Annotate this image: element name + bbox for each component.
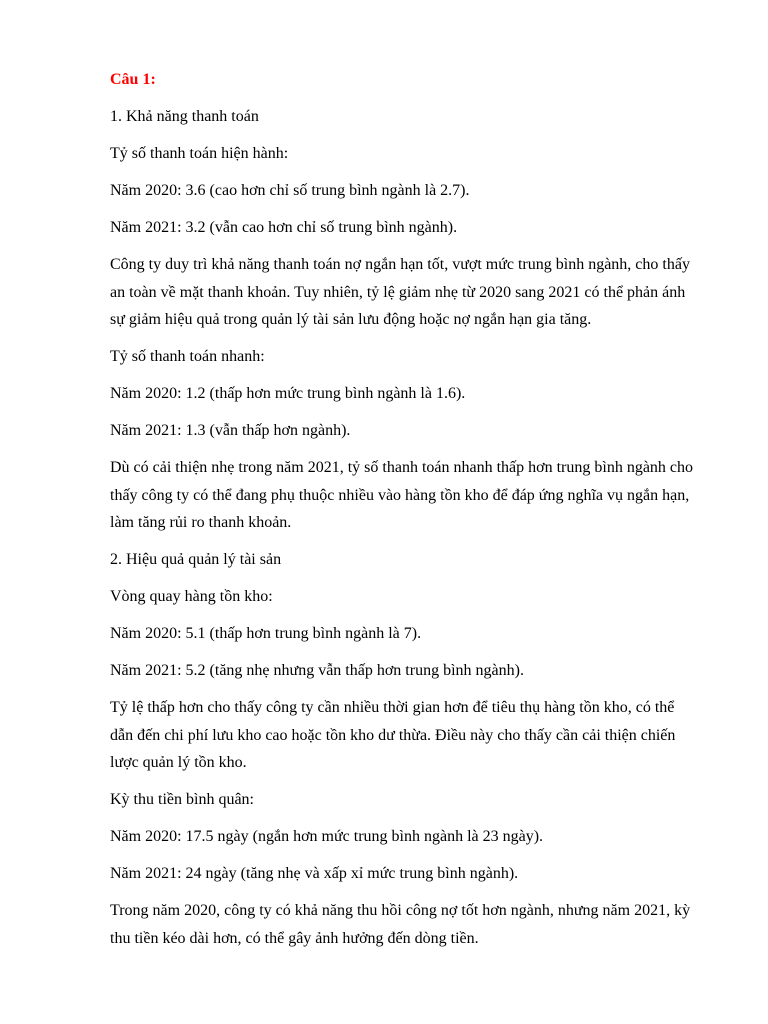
section-title-liquidity: 1. Khả năng thanh toán: [110, 108, 259, 125]
inventory-turnover-analysis: Tỷ lệ thấp hơn cho thấy công ty cần nhiều thời gian hơn để tiêu thụ hàng tồn kho, có thể dẫn đến chi phí lưu kho cao hoặc tồn kho dư thừa. Điều này cho thấy cần cải thiện chiến lược quản lý tồn kho.: [110, 699, 676, 771]
collection-period-analysis: Trong năm 2020, công ty có khả năng thu hồi công nợ tốt hơn ngành, nhưng năm 2021, kỳ thu tiền kéo dài hơn, có thể gây ảnh hưởng đến dòng tiền.: [110, 902, 691, 947]
quick-ratio-2020: Năm 2020: 1.2 (thấp hơn mức trung bình ngành là 1.6).: [110, 385, 466, 402]
quick-ratio-2021: Năm 2021: 1.3 (vẫn thấp hơn ngành).: [110, 422, 351, 439]
inventory-turnover-2021: Năm 2021: 5.2 (tăng nhẹ nhưng vẫn thấp hơn trung bình ngành).: [110, 662, 524, 679]
collection-period-2020: Năm 2020: 17.5 ngày (ngắn hơn mức trung bình ngành là 23 ngày).: [110, 828, 544, 845]
subheading-current-ratio: Tỷ số thanh toán hiện hành:: [110, 145, 289, 162]
document-body: [110, 66, 696, 962]
collection-period-2021: Năm 2021: 24 ngày (tăng nhẹ và xấp xỉ mức trung bình ngành).: [110, 865, 519, 882]
subheading-quick-ratio: Tỷ số thanh toán nhanh:: [110, 348, 265, 365]
current-ratio-2021: Năm 2021: 3.2 (vẫn cao hơn chỉ số trung bình ngành).: [110, 219, 458, 236]
question-heading: Câu 1:: [110, 71, 156, 88]
current-ratio-2020: Năm 2020: 3.6 (cao hơn chỉ số trung bình ngành là 2.7).: [110, 182, 470, 199]
subheading-collection-period: Kỳ thu tiền bình quân:: [110, 791, 254, 808]
inventory-turnover-2020: Năm 2020: 5.1 (thấp hơn trung bình ngành là 7).: [110, 625, 422, 642]
current-ratio-analysis: Công ty duy trì khả năng thanh toán nợ ngắn hạn tốt, vượt mức trung bình ngành, cho thấy an toàn về mặt thanh khoản. Tuy nhiên, tỷ lệ giảm nhẹ từ 2020 sang 2021 có thể phản ánh sự giảm hiệu quả trong quản lý tài sản lưu động hoặc nợ ngắn hạn gia tăng.: [110, 256, 690, 328]
quick-ratio-analysis: Dù có cải thiện nhẹ trong năm 2021, tỷ số thanh toán nhanh thấp hơn trung bình ngành cho thấy công ty có thể đang phụ thuộc nhiều vào hàng tồn kho để đáp ứng nghĩa vụ ngắn hạn, làm tăng rủi ro thanh khoản.: [110, 459, 694, 531]
subheading-inventory-turnover: Vòng quay hàng tồn kho:: [110, 588, 273, 605]
section-title-asset-management: 2. Hiệu quả quản lý tài sản: [110, 551, 282, 568]
